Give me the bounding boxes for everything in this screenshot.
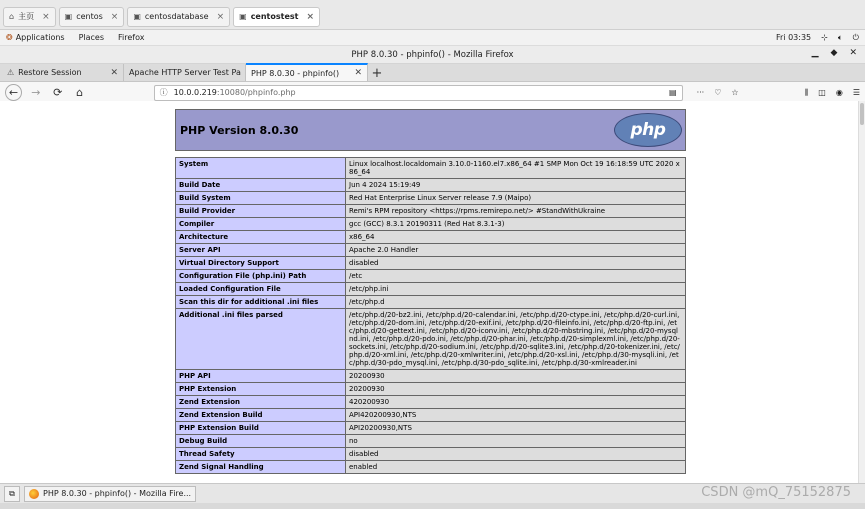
- row-label: Loaded Configuration File: [176, 283, 346, 296]
- row-value: Jun 4 2024 15:19:49: [346, 179, 686, 192]
- taskbar: [0, 483, 865, 503]
- vm-tab-label: centostest: [250, 12, 299, 21]
- table-row: [176, 396, 686, 409]
- gnome-foot-icon: ❂: [6, 33, 13, 42]
- row-value: no: [346, 435, 686, 448]
- table-row: [176, 309, 686, 370]
- bookmark-star-icon[interactable]: ☆: [731, 88, 739, 97]
- window-titlebar: [0, 46, 865, 64]
- scrollbar-thumb[interactable]: [860, 103, 864, 125]
- new-tab-button[interactable]: +: [371, 65, 383, 81]
- table-row: [176, 461, 686, 474]
- php-header: [175, 109, 686, 151]
- status-strip: [0, 503, 865, 509]
- minimize-icon[interactable]: ▁: [811, 48, 819, 58]
- vm-tab-1[interactable]: [59, 7, 125, 27]
- row-label: Zend Signal Handling: [176, 461, 346, 474]
- row-value: 20200930: [346, 370, 686, 383]
- close-icon[interactable]: ×: [216, 11, 225, 22]
- close-icon[interactable]: ×: [110, 11, 119, 22]
- table-row: [176, 435, 686, 448]
- row-label: Debug Build: [176, 435, 346, 448]
- row-value: /etc/php.ini: [346, 283, 686, 296]
- row-label: PHP Extension: [176, 383, 346, 396]
- row-label: System: [176, 158, 346, 179]
- table-row: [176, 370, 686, 383]
- maximize-icon[interactable]: ◆: [830, 48, 838, 58]
- row-value: 20200930: [346, 383, 686, 396]
- close-icon[interactable]: ×: [306, 11, 315, 22]
- table-row: [176, 231, 686, 244]
- url-path: :10080/phpinfo.php: [216, 88, 296, 97]
- browser-tab-1[interactable]: [124, 64, 246, 81]
- row-value: /etc/php.d: [346, 296, 686, 309]
- applications-label: Applications: [15, 33, 65, 42]
- page-content: [0, 101, 858, 483]
- php-logo-text: php: [630, 120, 666, 140]
- url-bar[interactable]: [154, 85, 683, 101]
- row-label: Zend Extension: [176, 396, 346, 409]
- row-label: Additional .ini files parsed: [176, 309, 346, 370]
- row-value: 420200930: [346, 396, 686, 409]
- row-label: Build Provider: [176, 205, 346, 218]
- browser-tab-0[interactable]: [2, 64, 124, 81]
- account-icon[interactable]: ◉: [835, 88, 843, 97]
- table-row: [176, 244, 686, 257]
- browser-tab-label: Apache HTTP Server Test Pa: [129, 68, 241, 77]
- row-value: x86_64: [346, 231, 686, 244]
- vertical-scrollbar[interactable]: [858, 101, 865, 483]
- reload-button[interactable]: ⟳: [53, 86, 63, 99]
- reader-view-icon[interactable]: ▤: [669, 88, 677, 97]
- url-host: 10.0.0.219: [173, 88, 217, 97]
- row-label: Virtual Directory Support: [176, 257, 346, 270]
- browser-tab-2[interactable]: [246, 63, 368, 81]
- table-row: [176, 422, 686, 435]
- table-row: [176, 218, 686, 231]
- table-row: [176, 409, 686, 422]
- row-value: gcc (GCC) 8.3.1 20190311 (Red Hat 8.3.1-3): [346, 218, 686, 231]
- row-value: API20200930,NTS: [346, 422, 686, 435]
- row-value: enabled: [346, 461, 686, 474]
- browser-tab-bar: [0, 64, 865, 82]
- vm-tab-2[interactable]: [127, 7, 230, 27]
- home-icon: ⌂: [9, 12, 15, 21]
- table-row: [176, 257, 686, 270]
- info-icon[interactable]: ⓘ: [159, 88, 168, 97]
- taskbar-label: PHP 8.0.30 - phpinfo() - Mozilla Fire...: [43, 489, 192, 498]
- table-row: [176, 158, 686, 179]
- close-tab-icon[interactable]: ✕: [354, 68, 362, 78]
- menu-icon[interactable]: ☰: [852, 88, 860, 97]
- row-value: Apache 2.0 Handler: [346, 244, 686, 257]
- row-label: Compiler: [176, 218, 346, 231]
- close-icon[interactable]: ✕: [849, 48, 857, 58]
- row-label: PHP Extension Build: [176, 422, 346, 435]
- table-row: [176, 270, 686, 283]
- row-value: /etc/php.d/20-bz2.ini, /etc/php.d/20-calendar.ini, /etc/php.d/20-ctype.ini, /etc/php.d/20-curl.ini, /etc/php.d/20-dom.ini, /etc/php.d/20-exif.ini, /etc/php.d/20-fileinfo.ini, /etc/php.d/20-ftp.ini, /etc/php.d/20-gettext.ini, /etc/php.d/20-iconv.ini, /etc/php.d/20-mbstring.ini, /etc/php.d/20-mysqlnd.ini, /etc/php.d/20-pdo.ini, /etc/php.d/20-phar.ini, /etc/php.d/20-simplexml.ini, /etc/php.d/20-sockets.ini, /etc/php.d/20-sodium.ini, /etc/php.d/20-sqlite3.ini, /etc/php.d/20-tokenizer.ini, /etc/php.d/20-xml.ini, /etc/php.d/20-xmlwriter.ini, /etc/php.d/20-xsl.ini, /etc/php.d/30-mysqli.ini, /etc/php.d/30-pdo_mysql.ini, /etc/php.d/30-pdo_sqlite.ini, /etc/php.d/30-xmlreader.ini: [346, 309, 686, 370]
- browser-tab-label: Restore Session: [18, 68, 82, 77]
- page-actions-icon[interactable]: ···: [696, 88, 705, 97]
- row-label: Build System: [176, 192, 346, 205]
- csdn-watermark: CSDN @mQ_75152875: [701, 485, 851, 500]
- row-label: Thread Safety: [176, 448, 346, 461]
- table-row: [176, 283, 686, 296]
- row-value: Red Hat Enterprise Linux Server release 7.9 (Maipo): [346, 192, 686, 205]
- browser-tab-label: PHP 8.0.30 - phpinfo(): [251, 68, 340, 78]
- gnome-top-bar: [0, 30, 865, 46]
- close-tab-icon[interactable]: ✕: [110, 67, 118, 78]
- table-row: [176, 179, 686, 192]
- row-label: Architecture: [176, 231, 346, 244]
- row-label: Server API: [176, 244, 346, 257]
- php-logo: [614, 113, 682, 147]
- row-value: /etc: [346, 270, 686, 283]
- applications-menu[interactable]: [6, 33, 65, 42]
- show-desktop-icon[interactable]: ⧉: [4, 486, 20, 502]
- table-row: [176, 192, 686, 205]
- vm-icon: ▣: [239, 12, 247, 21]
- back-button[interactable]: ←: [5, 84, 22, 101]
- vm-tab-strip: [0, 0, 865, 30]
- taskbar-firefox-button[interactable]: [24, 486, 196, 502]
- clock[interactable]: Fri 03:35: [776, 33, 812, 42]
- vm-tab-label: centosdatabase: [144, 12, 209, 21]
- window-title: PHP 8.0.30 - phpinfo() - Mozilla Firefox: [351, 49, 514, 60]
- row-value: Linux localhost.localdomain 3.10.0-1160.el7.x86_64 #1 SMP Mon Oct 19 16:18:59 UTC 2020 x86_64: [346, 158, 686, 179]
- warning-icon: ⚠: [7, 68, 15, 77]
- row-label: PHP API: [176, 370, 346, 383]
- pocket-icon[interactable]: ♡: [714, 88, 722, 97]
- php-version-title: PHP Version 8.0.30: [180, 123, 299, 137]
- row-label: Build Date: [176, 179, 346, 192]
- vm-tab-0[interactable]: [3, 7, 56, 27]
- forward-button[interactable]: →: [31, 86, 41, 99]
- row-value: API420200930,NTS: [346, 409, 686, 422]
- places-menu[interactable]: Places: [78, 33, 105, 42]
- table-row: [176, 296, 686, 309]
- row-value: Remi's RPM repository <https://rpms.remirepo.net/> #StandWithUkraine: [346, 205, 686, 218]
- vm-icon: ▣: [133, 12, 141, 21]
- sidebar-icon[interactable]: ◫: [818, 88, 826, 97]
- library-icon[interactable]: ⫼: [804, 87, 809, 97]
- row-value: disabled: [346, 448, 686, 461]
- network-icon[interactable]: ⊹: [821, 33, 828, 42]
- vm-icon: ▣: [64, 12, 73, 21]
- close-icon[interactable]: ×: [42, 11, 50, 22]
- vm-tab-label: centos: [76, 12, 103, 21]
- volume-icon[interactable]: 🔈︎: [837, 32, 843, 42]
- firefox-menu[interactable]: Firefox: [118, 33, 145, 42]
- vm-tab-3[interactable]: [233, 7, 320, 27]
- row-label: Scan this dir for additional .ini files: [176, 296, 346, 309]
- row-label: Configuration File (php.ini) Path: [176, 270, 346, 283]
- table-row: [176, 383, 686, 396]
- row-label: Zend Extension Build: [176, 409, 346, 422]
- phpinfo-table: [175, 157, 686, 474]
- power-icon[interactable]: ⏻: [852, 32, 859, 42]
- browser-tabs: [2, 63, 368, 81]
- row-value: disabled: [346, 257, 686, 270]
- firefox-icon: [29, 489, 39, 499]
- home-button[interactable]: ⌂: [76, 86, 84, 99]
- table-row: [176, 448, 686, 461]
- table-row: [176, 205, 686, 218]
- vm-tab-label: 主页: [18, 12, 35, 21]
